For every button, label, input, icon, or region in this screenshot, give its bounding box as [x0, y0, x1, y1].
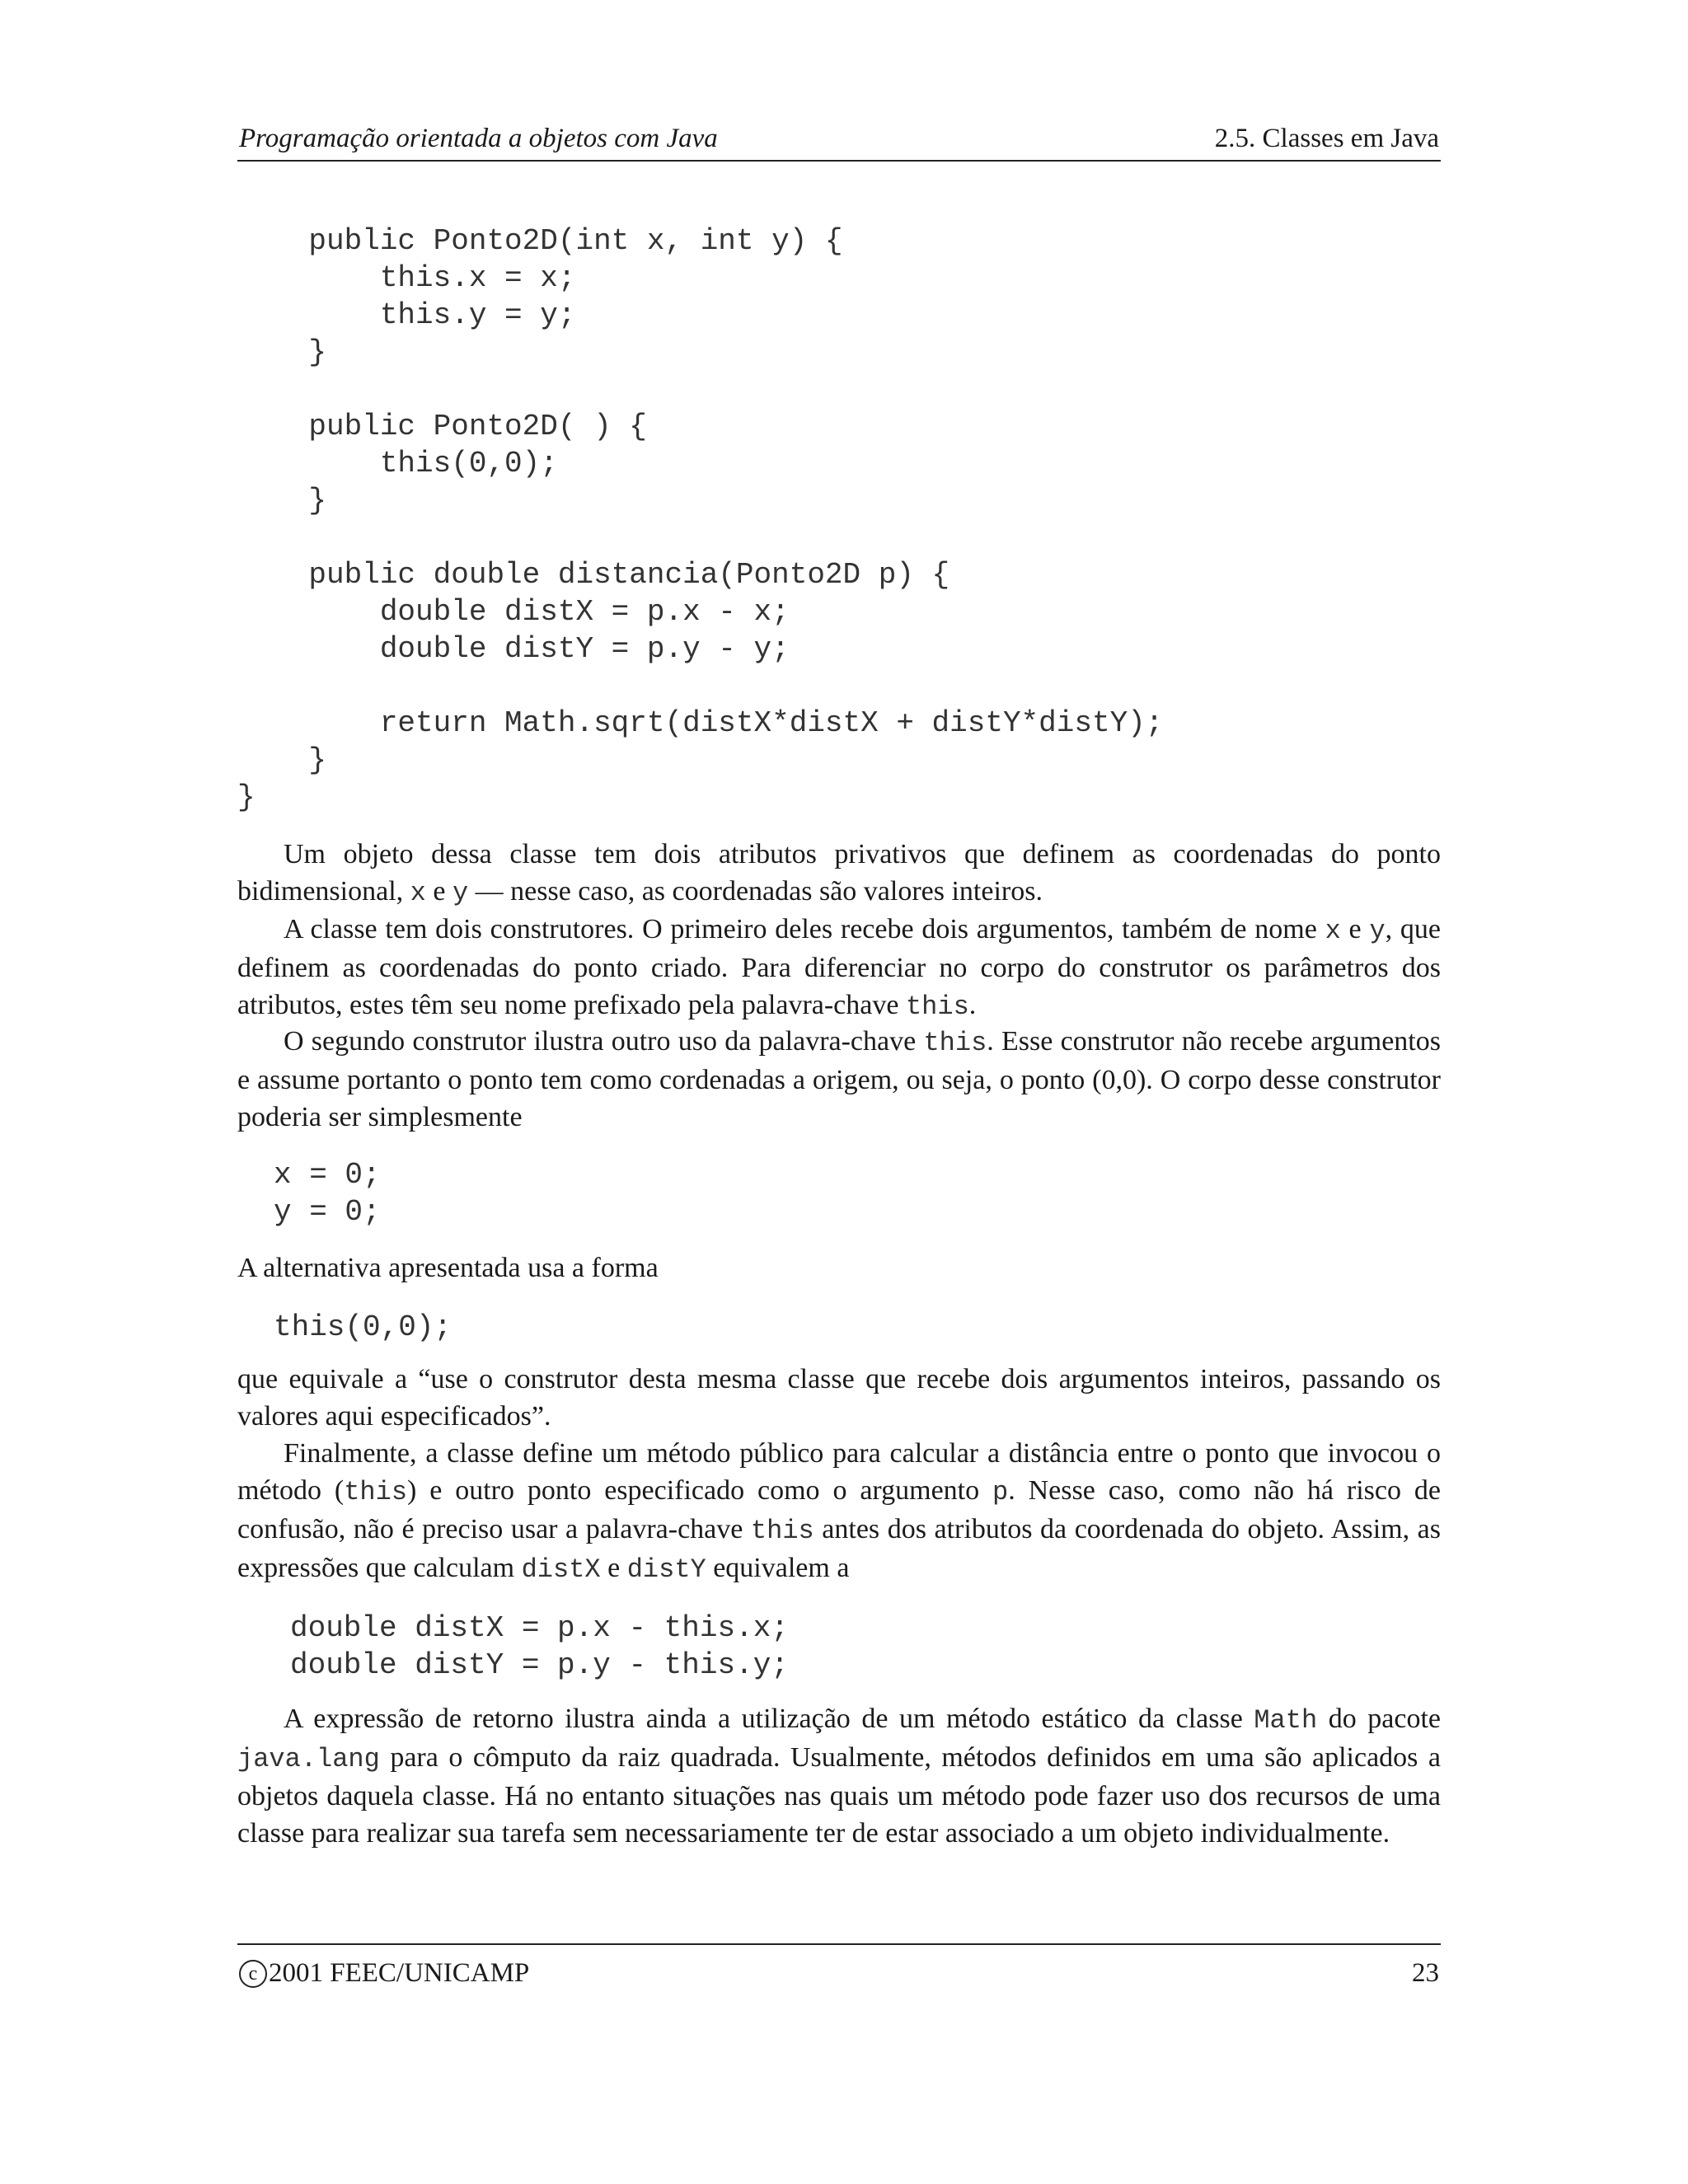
paragraph-metodo-distancia [237, 1435, 1441, 1588]
text-run: . [968, 990, 977, 1020]
footer-copyright-text: 2001 FEEC/UNICAMP [269, 1958, 530, 1988]
text-run: . Esse construtor não recebe argumentos e assume portanto o ponto tem como cordenadas a origem, ou seja, o ponto (0,0). O corpo desse construtor poderia ser simplesmente [237, 1026, 1441, 1132]
inline-code: this [905, 991, 969, 1022]
footer-copyright [239, 1958, 529, 1989]
code-snippet-this: this(0,0); [274, 1310, 452, 1344]
document-page [237, 0, 1441, 2184]
paragraph-equivale: que equivale a “use o construtor desta mesma classe que recebe dois argumentos inteiros, passando os valores aqui especificados”. [237, 1364, 1441, 1432]
paragraph-atributos [237, 836, 1441, 912]
inline-code: distY [626, 1554, 706, 1585]
code-listing-ponto2d: public Ponto2D(int x, int y) { this.x = x; this.y = y; } public Ponto2D( ) { this(0,0); } public double distancia(Ponto2D p) { double distX = p.x - x; double distY = p.y - y; return Math.sqrt(distX*distX + distY*distY); } } [237, 224, 1164, 814]
text-run: Um objeto dessa classe tem dois atributos privativos que definem as coordenadas do ponto bidimensional, [237, 839, 1441, 907]
inline-code: distX [521, 1554, 601, 1585]
text-run: e [1340, 914, 1370, 944]
text-run: . Nesse caso, como não há risco de confusão, não é preciso usar a palavra-chave [237, 1475, 1441, 1544]
inline-code: y [452, 878, 469, 908]
text-run: antes dos atributos da coordenada do objeto. Assim, as expressões que calculam [237, 1514, 1441, 1583]
header-book-title: Programação orientada a objetos com Java [239, 124, 718, 153]
text-run: ) e outro ponto especificado como o argumento [407, 1475, 993, 1506]
inline-code: p [992, 1477, 1009, 1507]
inline-code: this [344, 1477, 408, 1507]
text-run: Finalmente, a classe define um método público para calcular a distância entre o ponto que invocou o método ( [237, 1438, 1441, 1506]
text-run: O segundo construtor ilustra outro uso da palavra-chave [284, 1026, 924, 1057]
inline-code: x [1325, 916, 1341, 946]
text-run: e [600, 1553, 627, 1583]
text-run: A classe tem dois construtores. O primeiro deles recebe dois argumentos, também de nome [284, 914, 1325, 944]
copyright-icon: c [239, 1960, 267, 1988]
header-section-title: 2.5. Classes em Java [1214, 124, 1439, 153]
text-run: e [425, 876, 452, 907]
paragraph-segundo-construtor [237, 1023, 1441, 1136]
inline-code: x [410, 878, 426, 908]
paragraph-construtores [237, 911, 1441, 1025]
inline-code: this [923, 1028, 987, 1058]
paragraph-expressao-retorno [237, 1700, 1441, 1852]
code-snippet-dist: double distX = p.x - this.x; double distY = p.y - this.y; [290, 1611, 789, 1682]
inline-code: this [750, 1516, 814, 1546]
text-run: A expressão de retorno ilustra ainda a utilização de um método estático da classe [284, 1704, 1254, 1734]
page-footer [237, 1943, 1441, 1994]
paragraph-alternativa: A alternativa apresentada usa a forma [237, 1253, 659, 1283]
inline-code: y [1369, 916, 1386, 946]
text-run: , que definem as coordenadas do ponto criado. Para diferenciar no corpo do construtor os parâmetros dos atributos, estes têm seu nome prefixado pela palavra-chave [237, 914, 1442, 1020]
page-number: 23 [1412, 1958, 1439, 1988]
inline-code: java.lang [237, 1744, 380, 1774]
text-run: do pacote [1317, 1704, 1441, 1734]
inline-code: Math [1254, 1705, 1318, 1736]
code-snippet-xy: x = 0; y = 0; [274, 1158, 381, 1229]
running-header [237, 120, 1441, 162]
text-run: — nesse caso, as coordenadas são valores inteiros. [468, 876, 1043, 907]
text-run: equivalem a [706, 1553, 850, 1583]
text-run: para o cômputo da raiz quadrada. Usualmente, métodos definidos em uma são aplicados a objetos daquela classe. Há no entanto situações nas quais um método pode fazer uso dos recursos de uma classe para realizar sua tarefa sem necessariamente ter de estar associado a um objeto individualmente. [237, 1742, 1441, 1849]
